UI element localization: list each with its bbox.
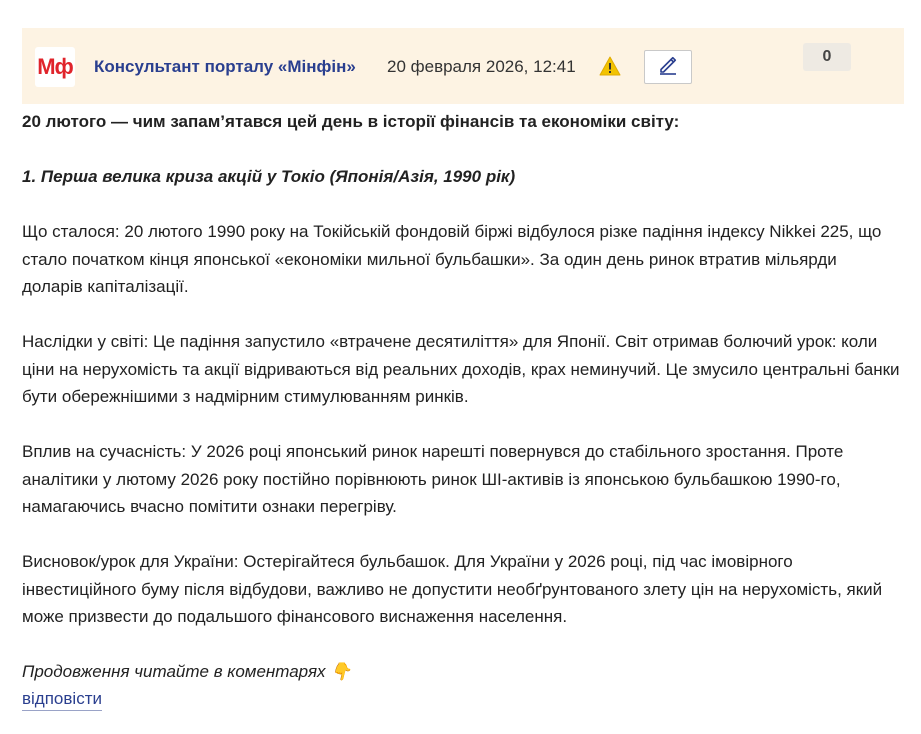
- post-subtitle: 1. Перша велика криза акцій у Токіо (Японія/Азія, 1990 рік): [22, 167, 516, 186]
- pencil-icon: [657, 54, 679, 81]
- logo-text: Мф: [37, 54, 73, 79]
- post-header: [22, 28, 904, 104]
- post-title: 20 лютого — чим запам’ятався цей день в історії фінансів та економіки світу:: [22, 112, 680, 131]
- post-paragraph-conclusion: Висновок/урок для України: Остерігайтеся бульбашок. Для України у 2026 році, під час імовірного інвестиційного буму після відбудови, важливо не допустити необґрунтованого злету цін на нерухомість, який може призвести до подальшого фінансового виснаження населення.: [22, 552, 883, 626]
- author-name-link[interactable]: Консультант порталу «Мінфін»: [94, 57, 356, 76]
- warning-icon[interactable]: [599, 56, 621, 76]
- post-paragraph-consequences: Наслідки у світі: Це падіння запустило «втрачене десятиліття» для Японії. Світ отримав болючий урок: коли ціни на нерухомість та акції відриваються від реальних доходів, крах неминучий. Це змусило центральні банки бути обережнішими з надмірним стимулюванням ринків.: [22, 332, 900, 406]
- author-avatar[interactable]: [35, 47, 75, 87]
- vote-count-badge[interactable]: 0: [803, 43, 851, 71]
- post-body: [22, 108, 902, 686]
- post-paragraph-impact: Вплив на сучасність: У 2026 році японський ринок нарешті повернувся до стабільного зростання. Проте аналітики у лютому 2026 року постійно порівнюють ринок ШІ-активів із японською бульбашкою 1990-го, намагаючись вчасно помітити ознаки перегріву.: [22, 442, 844, 516]
- post-timestamp: 20 февраля 2026, 12:41: [387, 57, 576, 76]
- reply-link[interactable]: відповісти: [22, 688, 102, 711]
- edit-button[interactable]: [644, 50, 692, 84]
- post-continuation-note: Продовження читайте в коментарях 👇: [22, 662, 352, 681]
- post-paragraph-what-happened: Що сталося: 20 лютого 1990 року на Токійській фондовій біржі відбулося різке падіння індексу Nikkei 225, що стало початком кінця японської «економіки мильної бульбашки». За один день ринок втратив мільярди доларів капіталізації.: [22, 222, 882, 296]
